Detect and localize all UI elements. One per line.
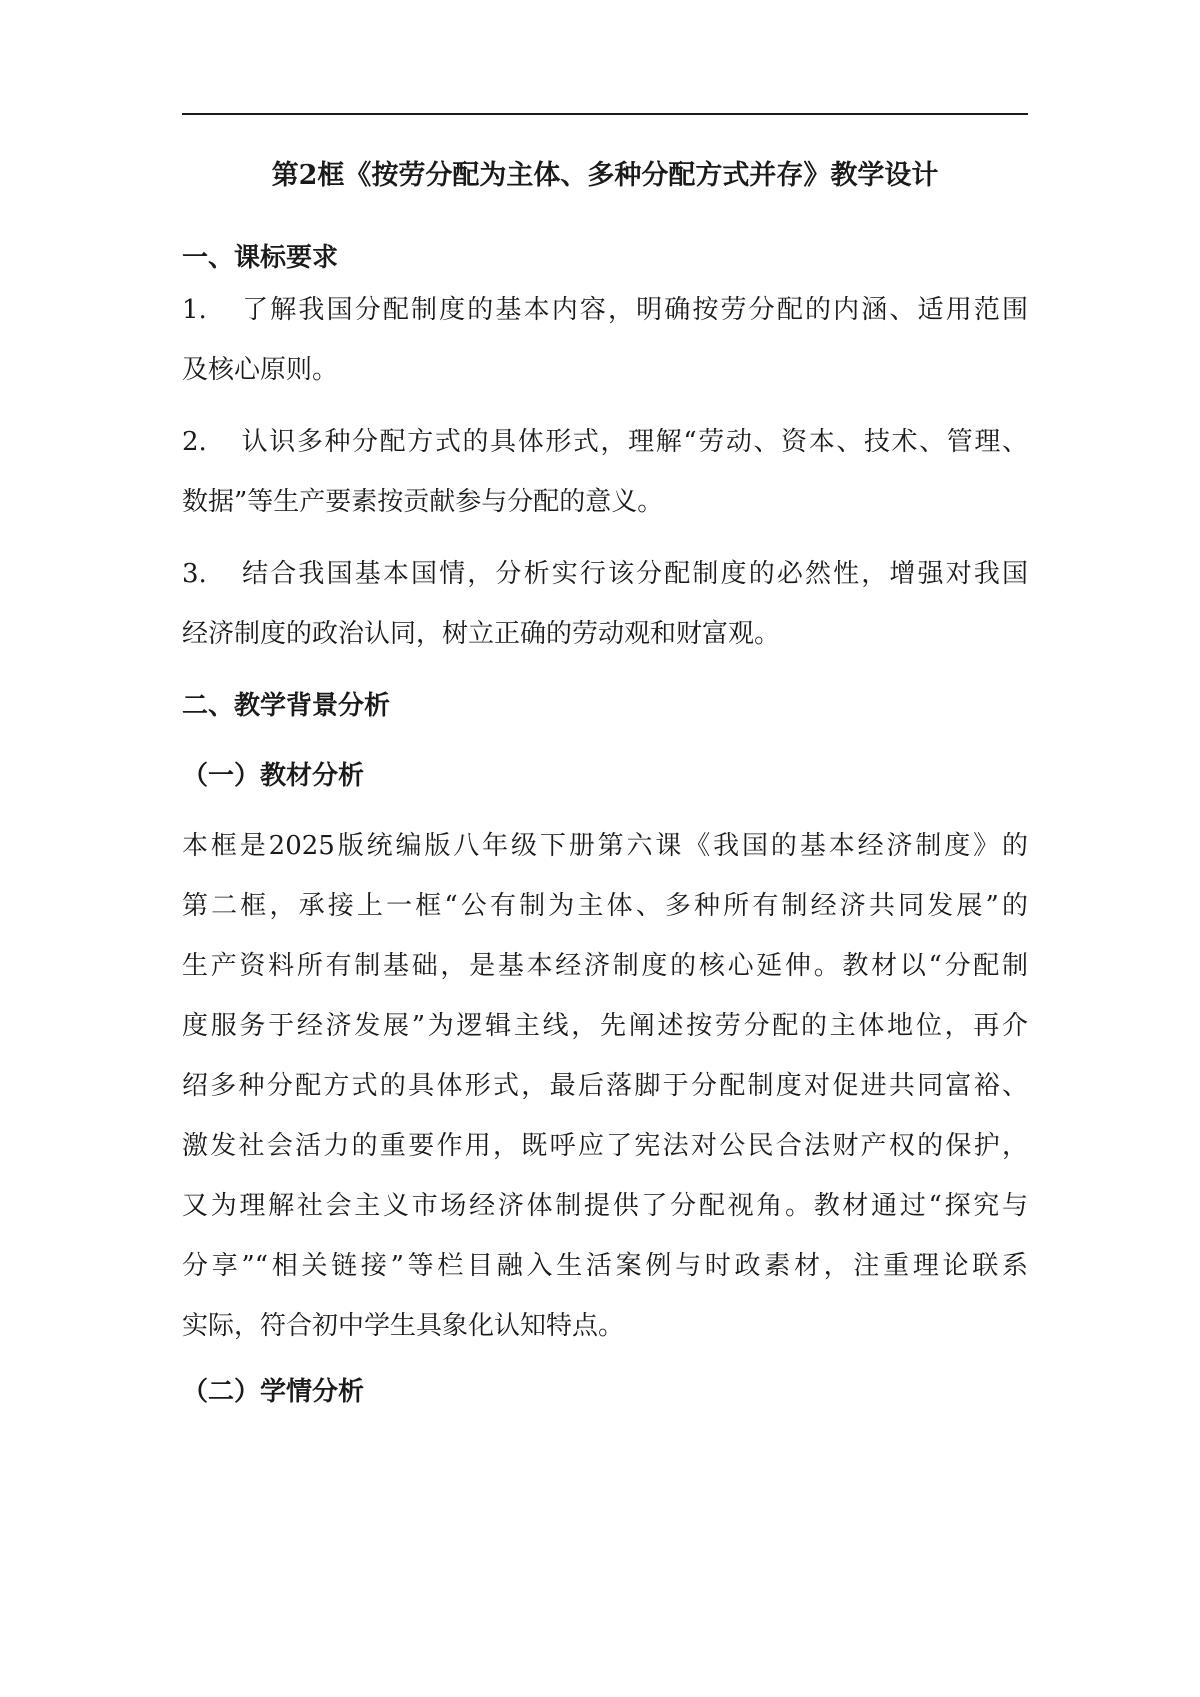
paragraph-line: 度服务于经济发展”为逻辑主线，先阐述按劳分配的主体地位，再介 [182, 1011, 1028, 1041]
list-item-1-line-1 [182, 290, 1028, 330]
section-heading-curriculum: 一、课标要求 [182, 243, 339, 273]
list-item-text: 结合我国基本国情，分析实行该分配制度的必然性，增强对我国 [240, 559, 1028, 589]
list-item-1-line-2: 及核心原则。 [182, 355, 339, 385]
list-item-number: 2. [182, 427, 207, 457]
paragraph-line: 又为理解社会主义市场经济体制提供了分配视角。教材通过“探究与 [182, 1191, 1028, 1221]
list-item-3-line-1 [182, 554, 1028, 594]
list-item-3-line-2: 经济制度的政治认同，树立正确的劳动观和财富观。 [182, 619, 781, 649]
section-heading-background: 二、教学背景分析 [182, 691, 391, 721]
paragraph-line: 生产资料所有制基础，是基本经济制度的核心延伸。教材以“分配制 [182, 951, 1028, 981]
subsection-heading-textbook: （一）教材分析 [182, 761, 365, 791]
paragraph-line: 第二框，承接上一框“公有制为主体、多种所有制经济共同发展”的 [182, 891, 1028, 921]
paragraph-line: 实际，符合初中学生具象化认知特点。 [182, 1311, 625, 1341]
header-rule [182, 113, 1028, 115]
list-item-text: 认识多种分配方式的具体形式，理解“劳动、资本、技术、管理、 [240, 427, 1028, 457]
list-item-number: 3. [182, 559, 207, 589]
list-item-2-line-2: 数据”等生产要素按贡献参与分配的意义。 [182, 487, 664, 517]
list-item-text: 了解我国分配制度的基本内容，明确按劳分配的内涵、适用范围 [240, 295, 1028, 325]
document-title: 第2框《按劳分配为主体、多种分配方式并存》教学设计 [271, 160, 939, 191]
paragraph-line: 本框是2025版统编版八年级下册第六课《我国的基本经济制度》的 [182, 831, 1028, 861]
paragraph-line: 分享”“相关链接”等栏目融入生活案例与时政素材，注重理论联系 [182, 1251, 1028, 1281]
list-item-2-line-1 [182, 422, 1028, 462]
paragraph-line: 激发社会活力的重要作用，既呼应了宪法对公民合法财产权的保护， [182, 1131, 1028, 1161]
list-item-number: 1. [182, 295, 207, 325]
paragraph-line: 绍多种分配方式的具体形式，最后落脚于分配制度对促进共同富裕、 [182, 1071, 1028, 1101]
subsection-heading-learners: （二）学情分析 [182, 1377, 365, 1407]
